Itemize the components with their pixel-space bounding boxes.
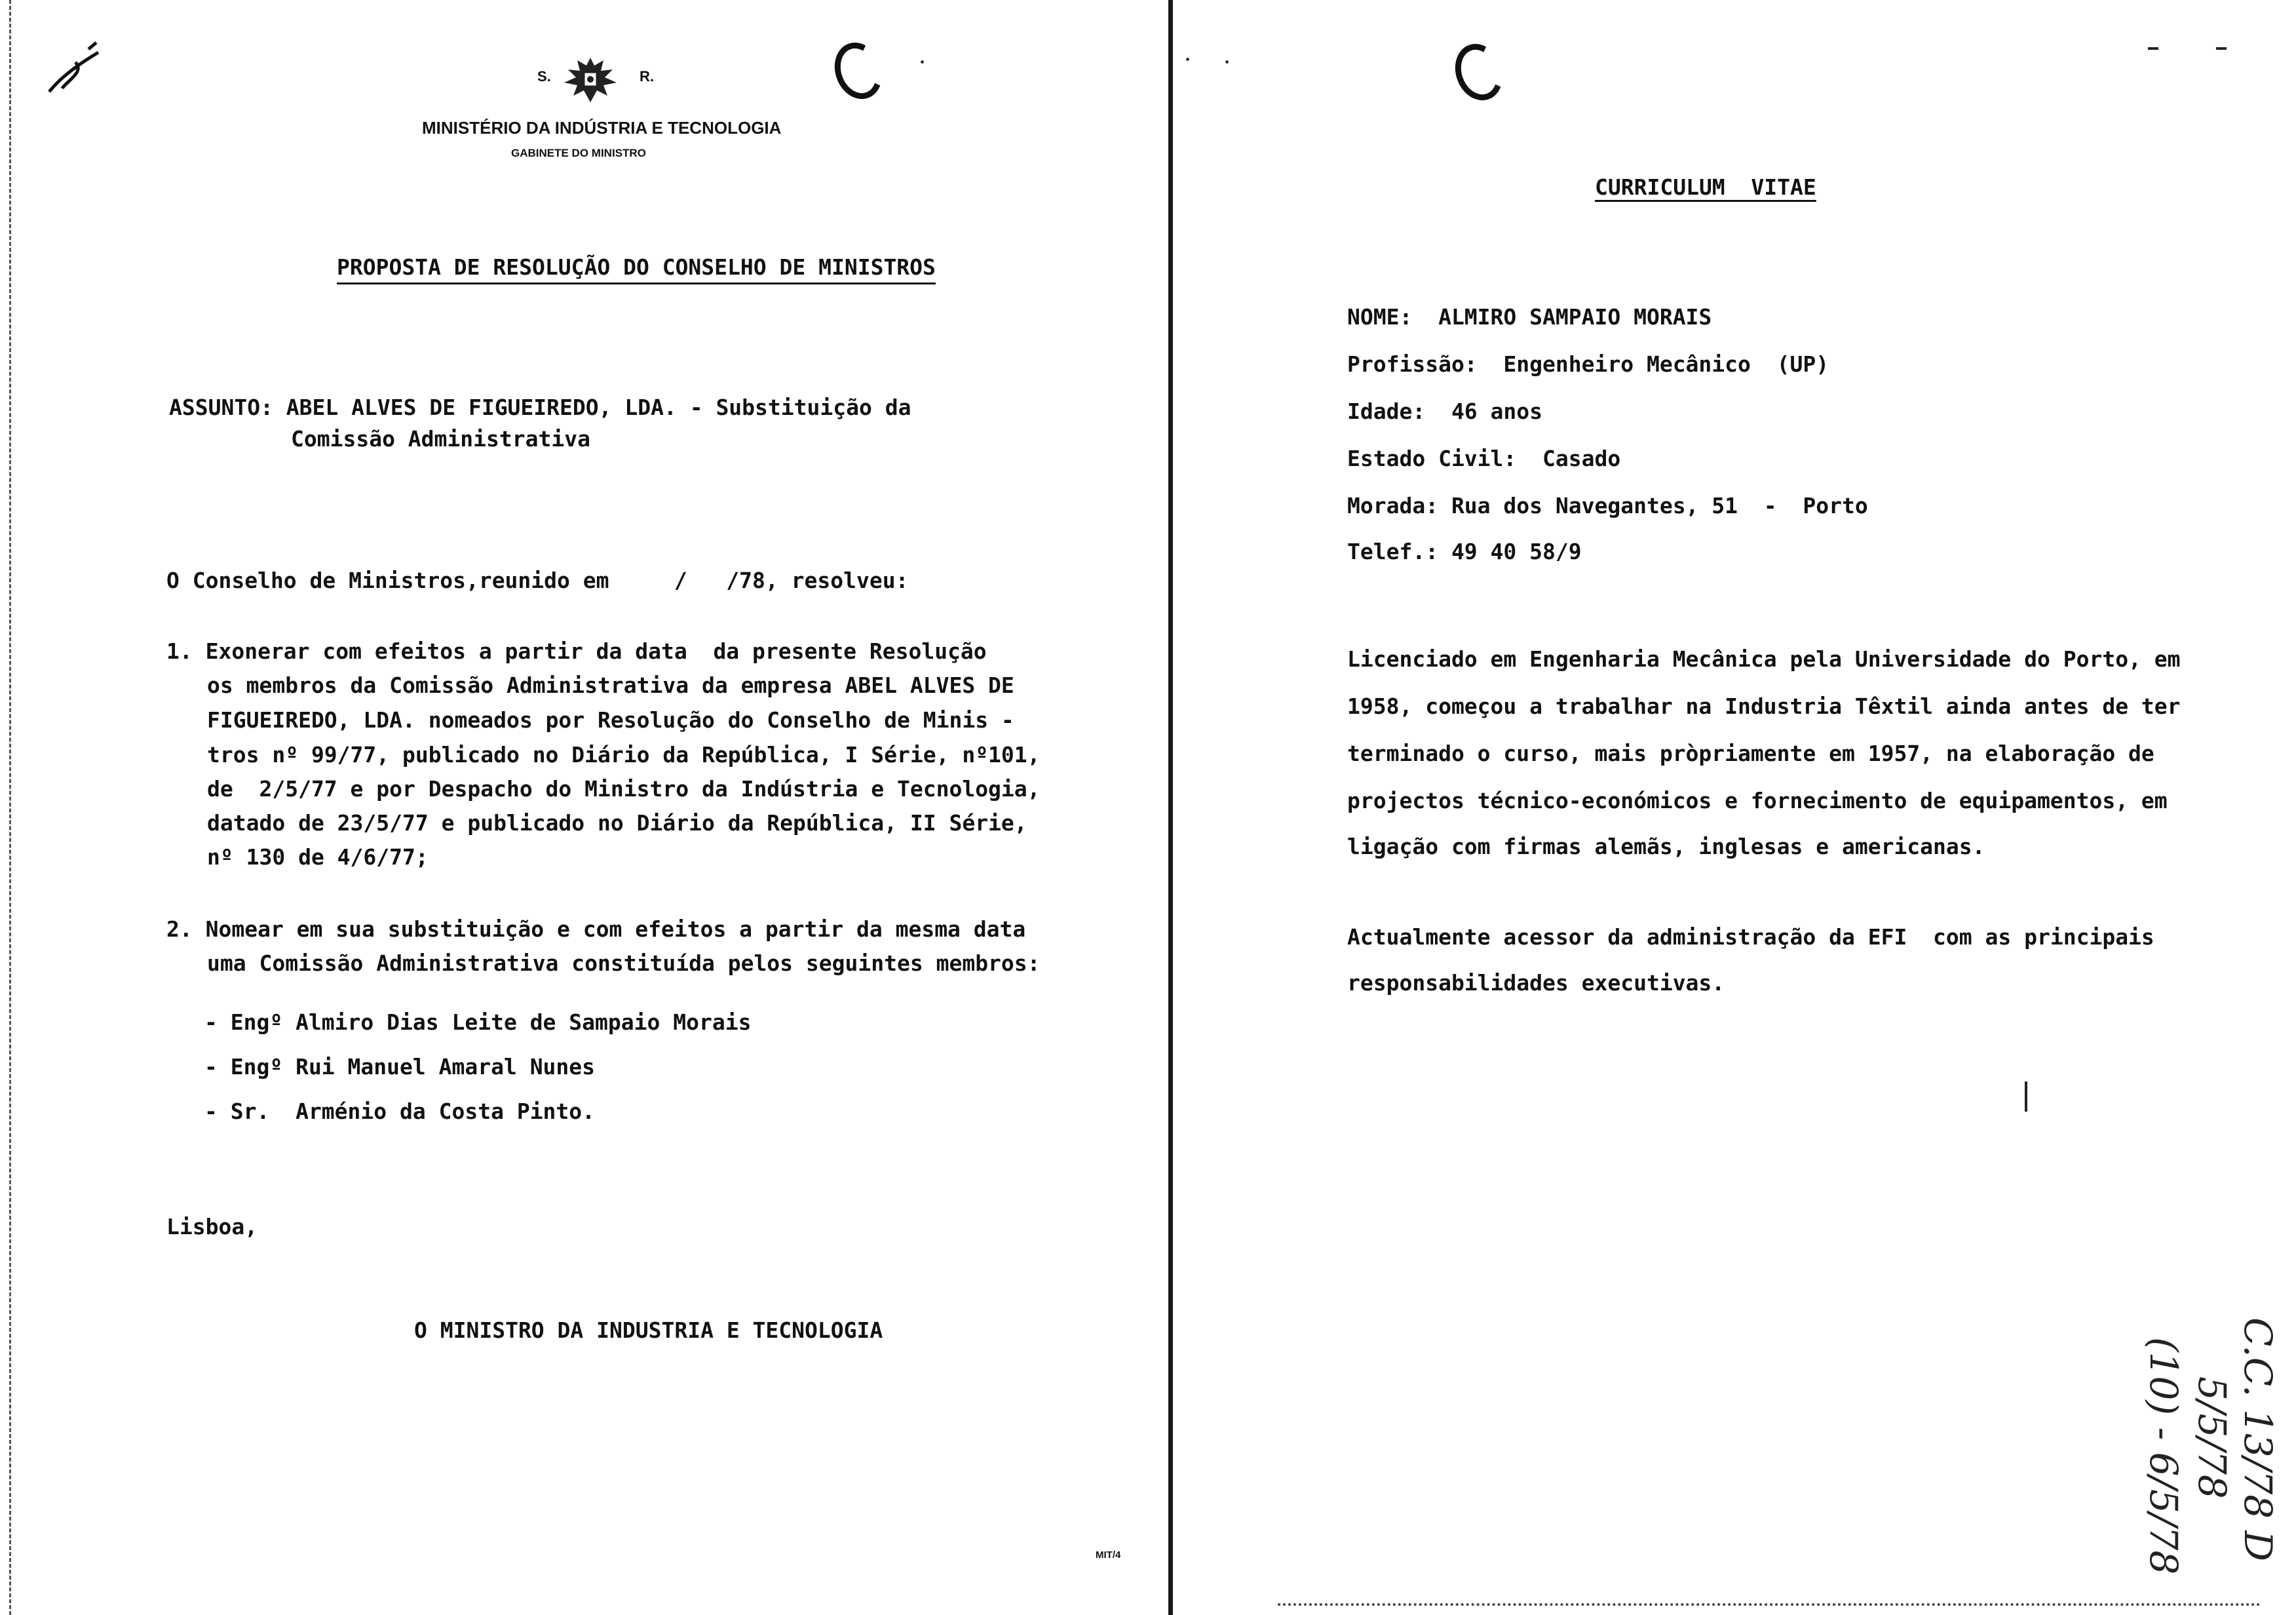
handwritten-date: (10) - 6/5/78: [2141, 1337, 2186, 1575]
bio-line: projectos técnico-económicos e fornecimento de equipamentos, em: [1347, 788, 2168, 813]
scan-dust: [921, 60, 924, 64]
ministry-name: MINISTÉRIO DA INDÚSTRIA E TECNOLOGIA: [422, 118, 782, 138]
form-code: MIT/4: [1096, 1549, 1121, 1561]
binder-hole-mark: [827, 36, 890, 106]
member-item: - Engº Rui Manuel Amaral Nunes: [204, 1054, 596, 1080]
member-item: - Engº Almiro Dias Leite de Sampaio Morais: [204, 1009, 752, 1035]
item-1-line: de 2/5/77 e por Despacho do Ministro da Indústria e Tecnologia,: [207, 776, 1041, 802]
cv-field: NOME: ALMIRO SAMPAIO MORAIS: [1347, 304, 1712, 330]
item-1-line: os membros da Comissão Administrativa da empresa ABEL ALVES DE: [207, 672, 1014, 698]
scan-mark: [2025, 1081, 2027, 1112]
bio-line: 1958, começou a trabalhar na Industria Têxtil ainda antes de ter: [1347, 693, 2181, 719]
cv-title: CURRICULUM VITAE: [1595, 174, 1816, 200]
subject-line-1: ASSUNTO: ABEL ALVES DE FIGUEIREDO, LDA. - Substituição da: [169, 395, 911, 420]
subject-line-2: Comissão Administrativa: [291, 426, 590, 452]
bio-line: ligação com firmas alemãs, inglesas e americanas.: [1347, 834, 1985, 859]
item-1-line: tros nº 99/77, publicado no Diário da República, I Série, nº101,: [207, 742, 1041, 768]
handwritten-reference: C.C. 13/78 D: [2236, 1317, 2280, 1562]
scan-dust: [1186, 58, 1189, 61]
scan-dust: [2148, 47, 2158, 50]
document-title: PROPOSTA DE RESOLUÇÃO DO CONSELHO DE MINISTROS: [337, 254, 936, 284]
bio-line: Actualmente acessor da administração da EFI com as principais: [1347, 924, 2154, 950]
item-1-line: nº 130 de 4/6/77;: [207, 844, 429, 870]
scan-dust: [1225, 60, 1229, 64]
cv-field: Estado Civil: Casado: [1347, 446, 1621, 471]
binder-hole-mark: [1447, 37, 1510, 107]
cv-field: Profissão: Engenheiro Mecânico (UP): [1347, 351, 1829, 377]
item-2-line: uma Comissão Administrativa constituída pelos seguintes membros:: [207, 950, 1041, 976]
item-1-line: 1. Exonerar com efeitos a partir da data da presente Resolução: [166, 638, 987, 664]
letterhead-r: R.: [640, 68, 654, 85]
coat-of-arms-icon: [560, 54, 621, 106]
place-line: Lisboa,: [166, 1214, 258, 1239]
cv-field: Idade: 46 anos: [1347, 399, 1543, 424]
member-item: - Sr. Arménio da Costa Pinto.: [204, 1099, 596, 1124]
bio-line: terminado o curso, mais pròpriamente em 1957, na elaboração de: [1347, 741, 2154, 766]
bio-line: Licenciado em Engenharia Mecânica pela Universidade do Porto, em: [1347, 646, 2181, 672]
signatory-title: O MINISTRO DA INDUSTRIA E TECNOLOGIA: [414, 1317, 883, 1343]
letterhead-s: S.: [537, 68, 551, 85]
item-1-line: datado de 23/5/77 e publicado no Diário da República, II Série,: [207, 810, 1027, 836]
bio-line: responsabilidades executivas.: [1347, 970, 1725, 996]
scan-dust: [2216, 47, 2227, 50]
cv-field: Telef.: 49 40 58/9: [1347, 539, 1582, 564]
handwritten-date: 5/5/78: [2190, 1376, 2234, 1499]
page-gutter: [1168, 0, 1173, 1615]
curriculum-page: [1179, 0, 2296, 1615]
item-1-line: FIGUEIREDO, LDA. nomeados por Resolução do Conselho de Minis -: [207, 707, 1014, 733]
scribble-mark: [36, 36, 108, 102]
cabinet-name: GABINETE DO MINISTRO: [511, 147, 646, 159]
intro-sentence: O Conselho de Ministros,reunido em / /78, resolveu:: [166, 568, 909, 593]
cv-field: Morada: Rua dos Navegantes, 51 - Porto: [1347, 493, 1868, 518]
item-2-line: 2. Nomear em sua substituição e com efeitos a partir da mesma data: [166, 916, 1026, 942]
